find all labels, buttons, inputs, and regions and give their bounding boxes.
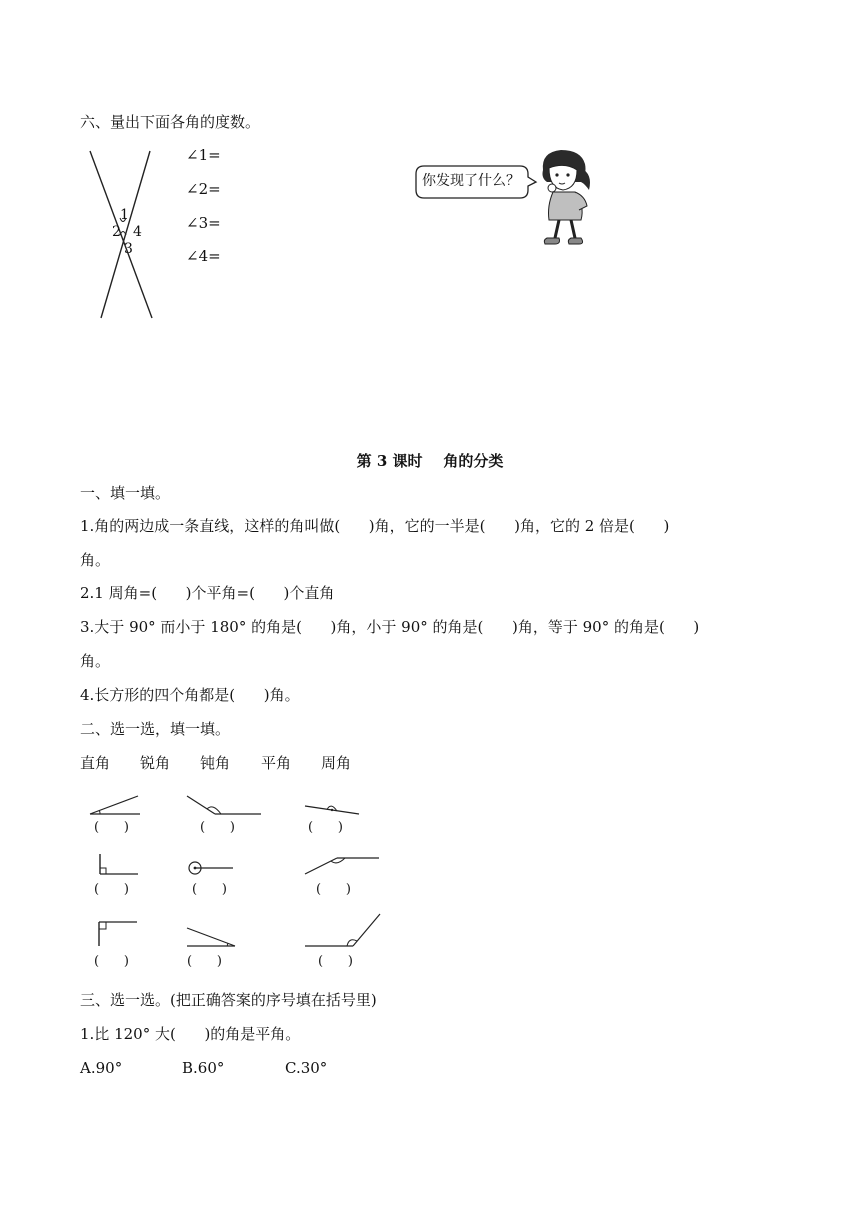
part-3-heading: 三、选一选。(把正确答案的序号填在括号里) [80,991,377,1009]
angle-figure-straight [303,796,363,820]
option-full-angle: 周角 [321,754,352,772]
blank-4[interactable]: ( ) [94,882,129,897]
part-1-q2: 2.1 周角=( )个平角=( )个直角 [80,584,335,602]
speech-bubble-text: 你发现了什么？ [422,173,520,189]
part-1-heading: 一、填一填。 [80,484,171,502]
part-1-q3-line1: 3.大于 90° 而小于 180° 的角是( )角，小于 90° 的角是( )角，等于 90° 的角是( ) [80,618,700,636]
cartoon-girl-illustration [535,148,615,250]
angle-label-2: 2 [112,224,121,240]
part-1-q3-line2: 角。 [80,652,111,670]
angle-label-4: 4 [133,224,142,240]
angle-figure-right-2 [97,920,141,948]
angle-3-answer: ∠3= [186,214,221,232]
angle-label-3: 3 [124,241,133,257]
part-1-q1-line2: 角。 [80,551,111,569]
choice-b: B.60° [182,1059,225,1077]
angle-label-1: 1 [120,207,129,223]
angle-figure-obtuse-2 [303,854,381,878]
option-acute-angle: 锐角 [140,754,171,772]
choice-c: C.30° [285,1059,328,1077]
blank-3[interactable]: ( ) [308,820,343,835]
part-1-q1-line1: 1.角的两边成一条直线，这样的角叫做( )角，它的一半是( )角，它的 2 倍是( ) [80,517,670,535]
blank-2[interactable]: ( ) [200,820,235,835]
intersecting-lines-figure [90,145,170,325]
blank-5[interactable]: ( ) [192,882,227,897]
option-straight-angle: 平角 [261,754,292,772]
angle-2-answer: ∠2= [186,180,221,198]
angle-figure-full [187,858,235,878]
choice-a: A.90° [80,1059,123,1077]
angle-figure-acute [88,794,148,818]
blank-1[interactable]: ( ) [94,820,129,835]
blank-6[interactable]: ( ) [316,882,351,897]
lesson-title: 第 3 课时 角的分类 [356,452,504,470]
part-2-heading: 二、选一选，填一填。 [80,720,231,738]
angle-figure-obtuse-3 [303,912,383,948]
section-6-heading: 六、量出下面各角的度数。 [80,113,261,131]
angle-figure-right-1 [98,852,140,878]
blank-7[interactable]: ( ) [94,954,129,969]
blank-8[interactable]: ( ) [187,954,222,969]
part-3-q1: 1.比 120° 大( )的角是平角。 [80,1025,301,1043]
blank-9[interactable]: ( ) [318,954,353,969]
angle-figure-obtuse-1 [185,794,265,818]
option-right-angle: 直角 [80,754,111,772]
angle-4-answer: ∠4= [186,247,221,265]
part-1-q4: 4.长方形的四个角都是( )角。 [80,686,300,704]
angle-figure-acute-2 [185,926,239,948]
option-obtuse-angle: 钝角 [200,754,231,772]
angle-1-answer: ∠1= [186,146,221,164]
